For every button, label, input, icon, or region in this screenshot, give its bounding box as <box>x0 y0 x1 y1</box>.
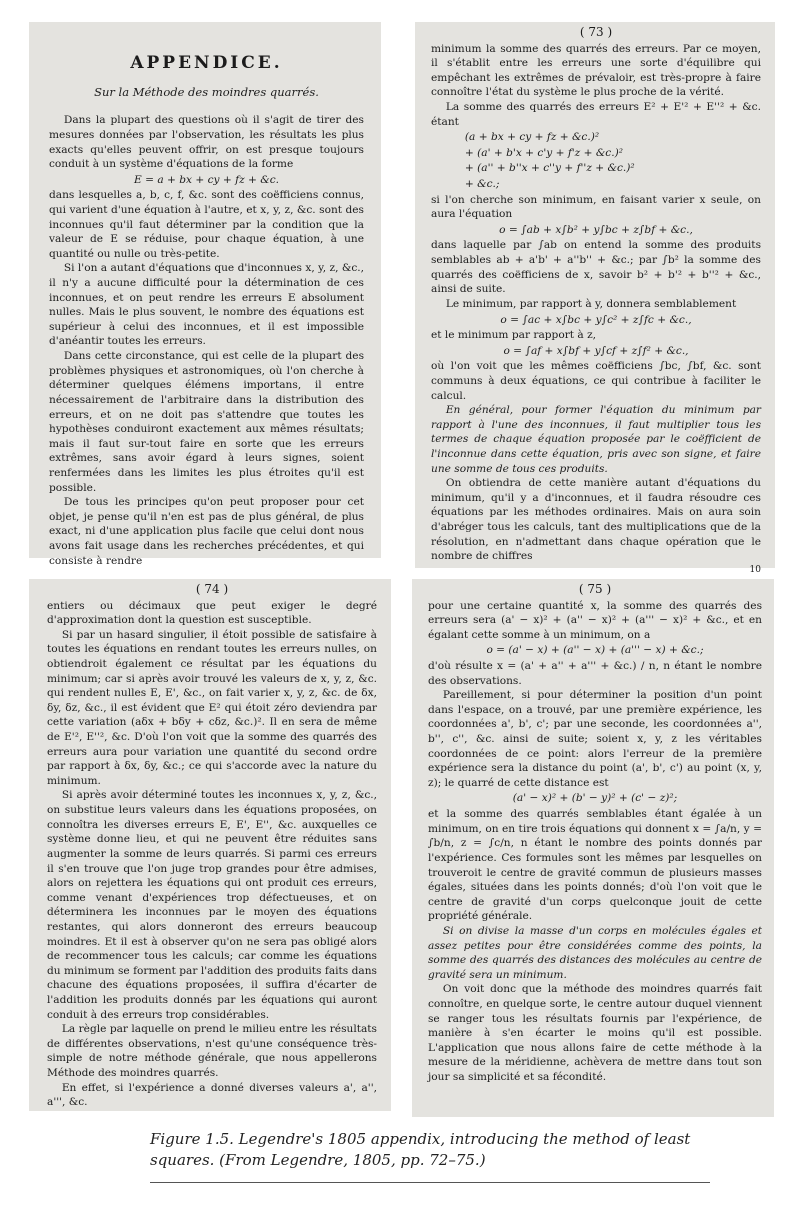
page-75 <box>412 579 774 1117</box>
paragraph: Le minimum, par rapport à y, donnera semblablement <box>445 297 737 310</box>
paragraph: où l'on voit que les mêmes coëfficiens ∫bc, ∫bf, &c. sont communs à deux équations, ce qui contribue à faciliter le calcul. <box>431 360 761 402</box>
equation: o = ∫ac + x∫bc + y∫c² + z∫fc + &c., <box>500 313 692 326</box>
paragraph: En général, pour former l'équation du minimum par rapport à l'une des inconnues, il faut multiplier tous les termes de chaque équation proposée par le coëfficient de l'inconnue dans cette équation, pris avec son signe, et faire une somme de tous ces produits. <box>431 404 761 475</box>
paragraph: Dans la plupart des questions où il s'agit de tirer des mesures données par l'observation, les résultats les plus exacts qu'elles peuvent offrir, on est presque toujours conduit à un système d'équations de la forme <box>49 114 364 171</box>
paragraph: Si après avoir déterminé toutes les inconnues x, y, z, &c., on substitue leurs valeurs dans les équations proposées, on connoîtra les diverses erreurs E, E', E'', &c. auxquelles ce système donne lieu, et qui ne peuvent être réduites sans augmenter la somme de leurs quarrés. Si parmi ces erreurs il s'en trouve que l'on juge trop grandes pour être admises, alors on rejettera les équations qui ont produit ces erreurs, comme venant d'expériences trop défectueuses, et on déterminera les inconnues par le moyen des équations restantes, qui alors donneront des erreurs beaucoup moindres. Et il est à observer qu'on ne sera pas obligé alors de recommencer tous les calculs; car comme les équations du minimum se forment par l'addition des produits faits dans chacune des équations proposées, il suffira d'écarter de l'addition les produits donnés par les équations qui auront conduit à des erreurs trop considérables. <box>47 789 377 1021</box>
page-number: ( 74 ) <box>195 582 229 596</box>
caption-rule <box>150 1182 710 1183</box>
paragraph: et le minimum par rapport à z, <box>431 329 597 342</box>
paragraph: On obtiendra de cette manière autant d'équations du minimum, qu'il y a d'inconnues, et il faudra résoudre ces équations par les méthodes ordinaires. Mais on aura soin d'abréger tous les calculs, tant des multiplications que de la résolution, en n'admettant dans chaque opération que le nombre de chiffres <box>431 477 761 563</box>
equation: (a' − x)² + (b' − y)² + (c' − z)²; <box>512 792 678 805</box>
paragraph: De tous les principes qu'on peut proposer pour cet objet, je pense qu'il n'en est pas de plus général, de plus exact, ni d'une application plus facile que celui dont nous avons fait usage dans les recherches précédentes, et qui consiste à rendre <box>49 496 364 567</box>
page-number: ( 75 ) <box>578 582 612 596</box>
page-number: ( 73 ) <box>579 25 613 39</box>
paragraph: pour une certaine quantité x, la somme des quarrés des erreurs sera (a' − x)² + (a'' − x)² + (a''' − x)² + &c., et en égalant cette somme à un minimum, on a <box>428 599 762 641</box>
paragraph: En effet, si l'expérience a donné diverses valeurs a', a'', a''', &c. <box>47 1081 377 1109</box>
paragraph: Pareillement, si pour déterminer la position d'un point dans l'espace, on a trouvé, par une première expérience, les coordonnées a', b', c'; par une seconde, les coordonnées a'', b'', c'', &c. ainsi de suite; soient x, y, z les véritables coordonnées de ce point: alors l'erreur de la première expérience sera la distance du point (a', b', c') au point (x, y, z); le quarré de cette distance est <box>428 689 762 789</box>
equation: E = a + bx + cy + fz + &c. <box>133 173 279 186</box>
appendix-title: APPENDICE. <box>130 53 283 73</box>
page-72 <box>29 22 381 567</box>
equation: + (a' + b'x + c'y + f'z + &c.)² <box>464 146 623 159</box>
paragraph: Si par un hasard singulier, il étoit possible de satisfaire à toutes les équations en rendant toutes les erreurs nulles, on obtiendroit également ce résultat par les équations du minimum; car si après avoir trouvé les valeurs de x, y, z, &c. qui rendent nulles E, E', &c., on fait varier x, y, z, &c. de δx, δy, δz, &c., il est évident que E² qui étoit zéro deviendra par cette variation (aδx + bδy + cδz, &c.)². Il en sera de même de E'², E''², &c. D'où l'on voit que la somme des quarrés des erreurs aura pour variation une quantité du second ordre par rapport à δx, δy, &c.; ce qui s'accorde avec la nature du minimum. <box>47 628 377 787</box>
equation: (a + bx + cy + fz + &c.)² <box>464 131 600 144</box>
paragraph: Si on divise la masse d'un corps en molécules égales et assez petites pour être considérées comme des points, la somme des quarrés des distances des molécules au centre de gravité sera un minimum. <box>428 924 762 981</box>
paragraph: On voit donc que la méthode des moindres quarrés fait connoître, en quelque sorte, le centre autour duquel viennent se ranger tous les résultats fournis par l'expérience, de manière à s'en écarter le moins qu'il est possible. L'application que nous allons faire de cette méthode à la mesure de la méridienne, achèvera de mettre dans tout son jour sa simplicité et sa fécondité. <box>428 983 762 1084</box>
paragraph: et la somme des quarrés semblables étant égalée à un minimum, on en tire trois équations qui donnent x = ∫a/n, y = ∫b/n, z = ∫c/n, n étant le nombre des points donnés par l'expérience. Ces formules sont les mêmes par lesquelles on trouveroit le centre de gravité commun de plusieurs masses égales, situées dans les points donnés; d'où l'on voit que le centre de gravité d'un corps quelconque jouit de cette propriété générale. <box>428 808 762 923</box>
equation: + &c.; <box>464 178 500 191</box>
paragraph: minimum la somme des quarrés des erreurs. Par ce moyen, il s'établit entre les erreurs une sorte d'équilibre qui empêchant les extrêmes de prévaloir, est très-propre à faire connoître l'état du système le plus proche de la vérité. <box>431 42 761 99</box>
appendix-subtitle: Sur la Méthode des moindres quarrés. <box>94 85 319 100</box>
page-73 <box>415 22 775 575</box>
paragraph: dans lesquelles a, b, c, f, &c. sont des coëfficiens connus, qui varient d'une équation à l'autre, et x, y, z, &c. sont des inconnues qu'il faut déterminer par la condition que la valeur de E se réduise, pour chaque équation, à une quantité ou nulle ou très-petite. <box>49 189 364 260</box>
paragraph: Si l'on a autant d'équations que d'inconnues x, y, z, &c., il n'y a aucune difficulté pour la détermination de ces inconnues, et on peut rendre les erreurs E absolument nulles. Mais le plus souvent, le nombre des équations est supérieur à celui des inconnues, et il est impossible d'anéantir toutes les erreurs. <box>49 262 364 348</box>
equation: o = (a' − x) + (a'' − x) + (a''' − x) + &c.; <box>486 644 704 657</box>
page-74 <box>29 579 391 1111</box>
figure-caption: Figure 1.5. Legendre's 1805 appendix, introducing the method of least squares. (From Legendre, 1805, pp. 72–75.) <box>150 1130 691 1169</box>
paragraph: entiers ou décimaux que peut exiger le degré d'approximation dont la question est susceptible. <box>47 599 377 627</box>
equation: o = ∫af + x∫bf + y∫cf + z∫f² + &c., <box>503 344 689 357</box>
paragraph: Dans cette circonstance, qui est celle de la plupart des problèmes physiques et astronomiques, où l'on cherche à déterminer quelques élémens importans, il entre nécessairement de l'arbitraire dans la distribution des erreurs, et on ne doit pas s'attendre que toutes les hypothèses conduiront exactement aux mêmes résultats; mais il faut sur-tout faire en sorte que les erreurs extrêmes, sans avoir égard à leurs signes, soient renfermées dans les limites les plus étroites qu'il est possible. <box>49 350 364 494</box>
paragraph: La règle par laquelle on prend le milieu entre les résultats de différentes observations, n'est qu'une conséquence très-simple de notre méthode générale, que nous appellerons Méthode des moindres quarrés. <box>47 1023 377 1080</box>
paragraph: La somme des quarrés des erreurs E² + E'² + E''² + &c. étant <box>431 100 761 128</box>
signature-mark: 10 <box>749 564 761 575</box>
paragraph: si l'on cherche son minimum, en faisant varier x seule, on aura l'équation <box>431 193 761 221</box>
paragraph: d'où résulte x = (a' + a'' + a''' + &c.) / n, n étant le nombre des observations. <box>428 659 762 687</box>
equation: + (a'' + b''x + c''y + f''z + &c.)² <box>464 162 635 175</box>
equation: o = ∫ab + x∫b² + y∫bc + z∫bf + &c., <box>499 223 693 236</box>
paragraph: dans laquelle par ∫ab on entend la somme des produits semblables ab + a'b' + a''b'' + &c.; par ∫b² la somme des quarrés des coëfficiens de x, savoir b² + b'² + b''² + &c., ainsi de suite. <box>431 239 761 296</box>
